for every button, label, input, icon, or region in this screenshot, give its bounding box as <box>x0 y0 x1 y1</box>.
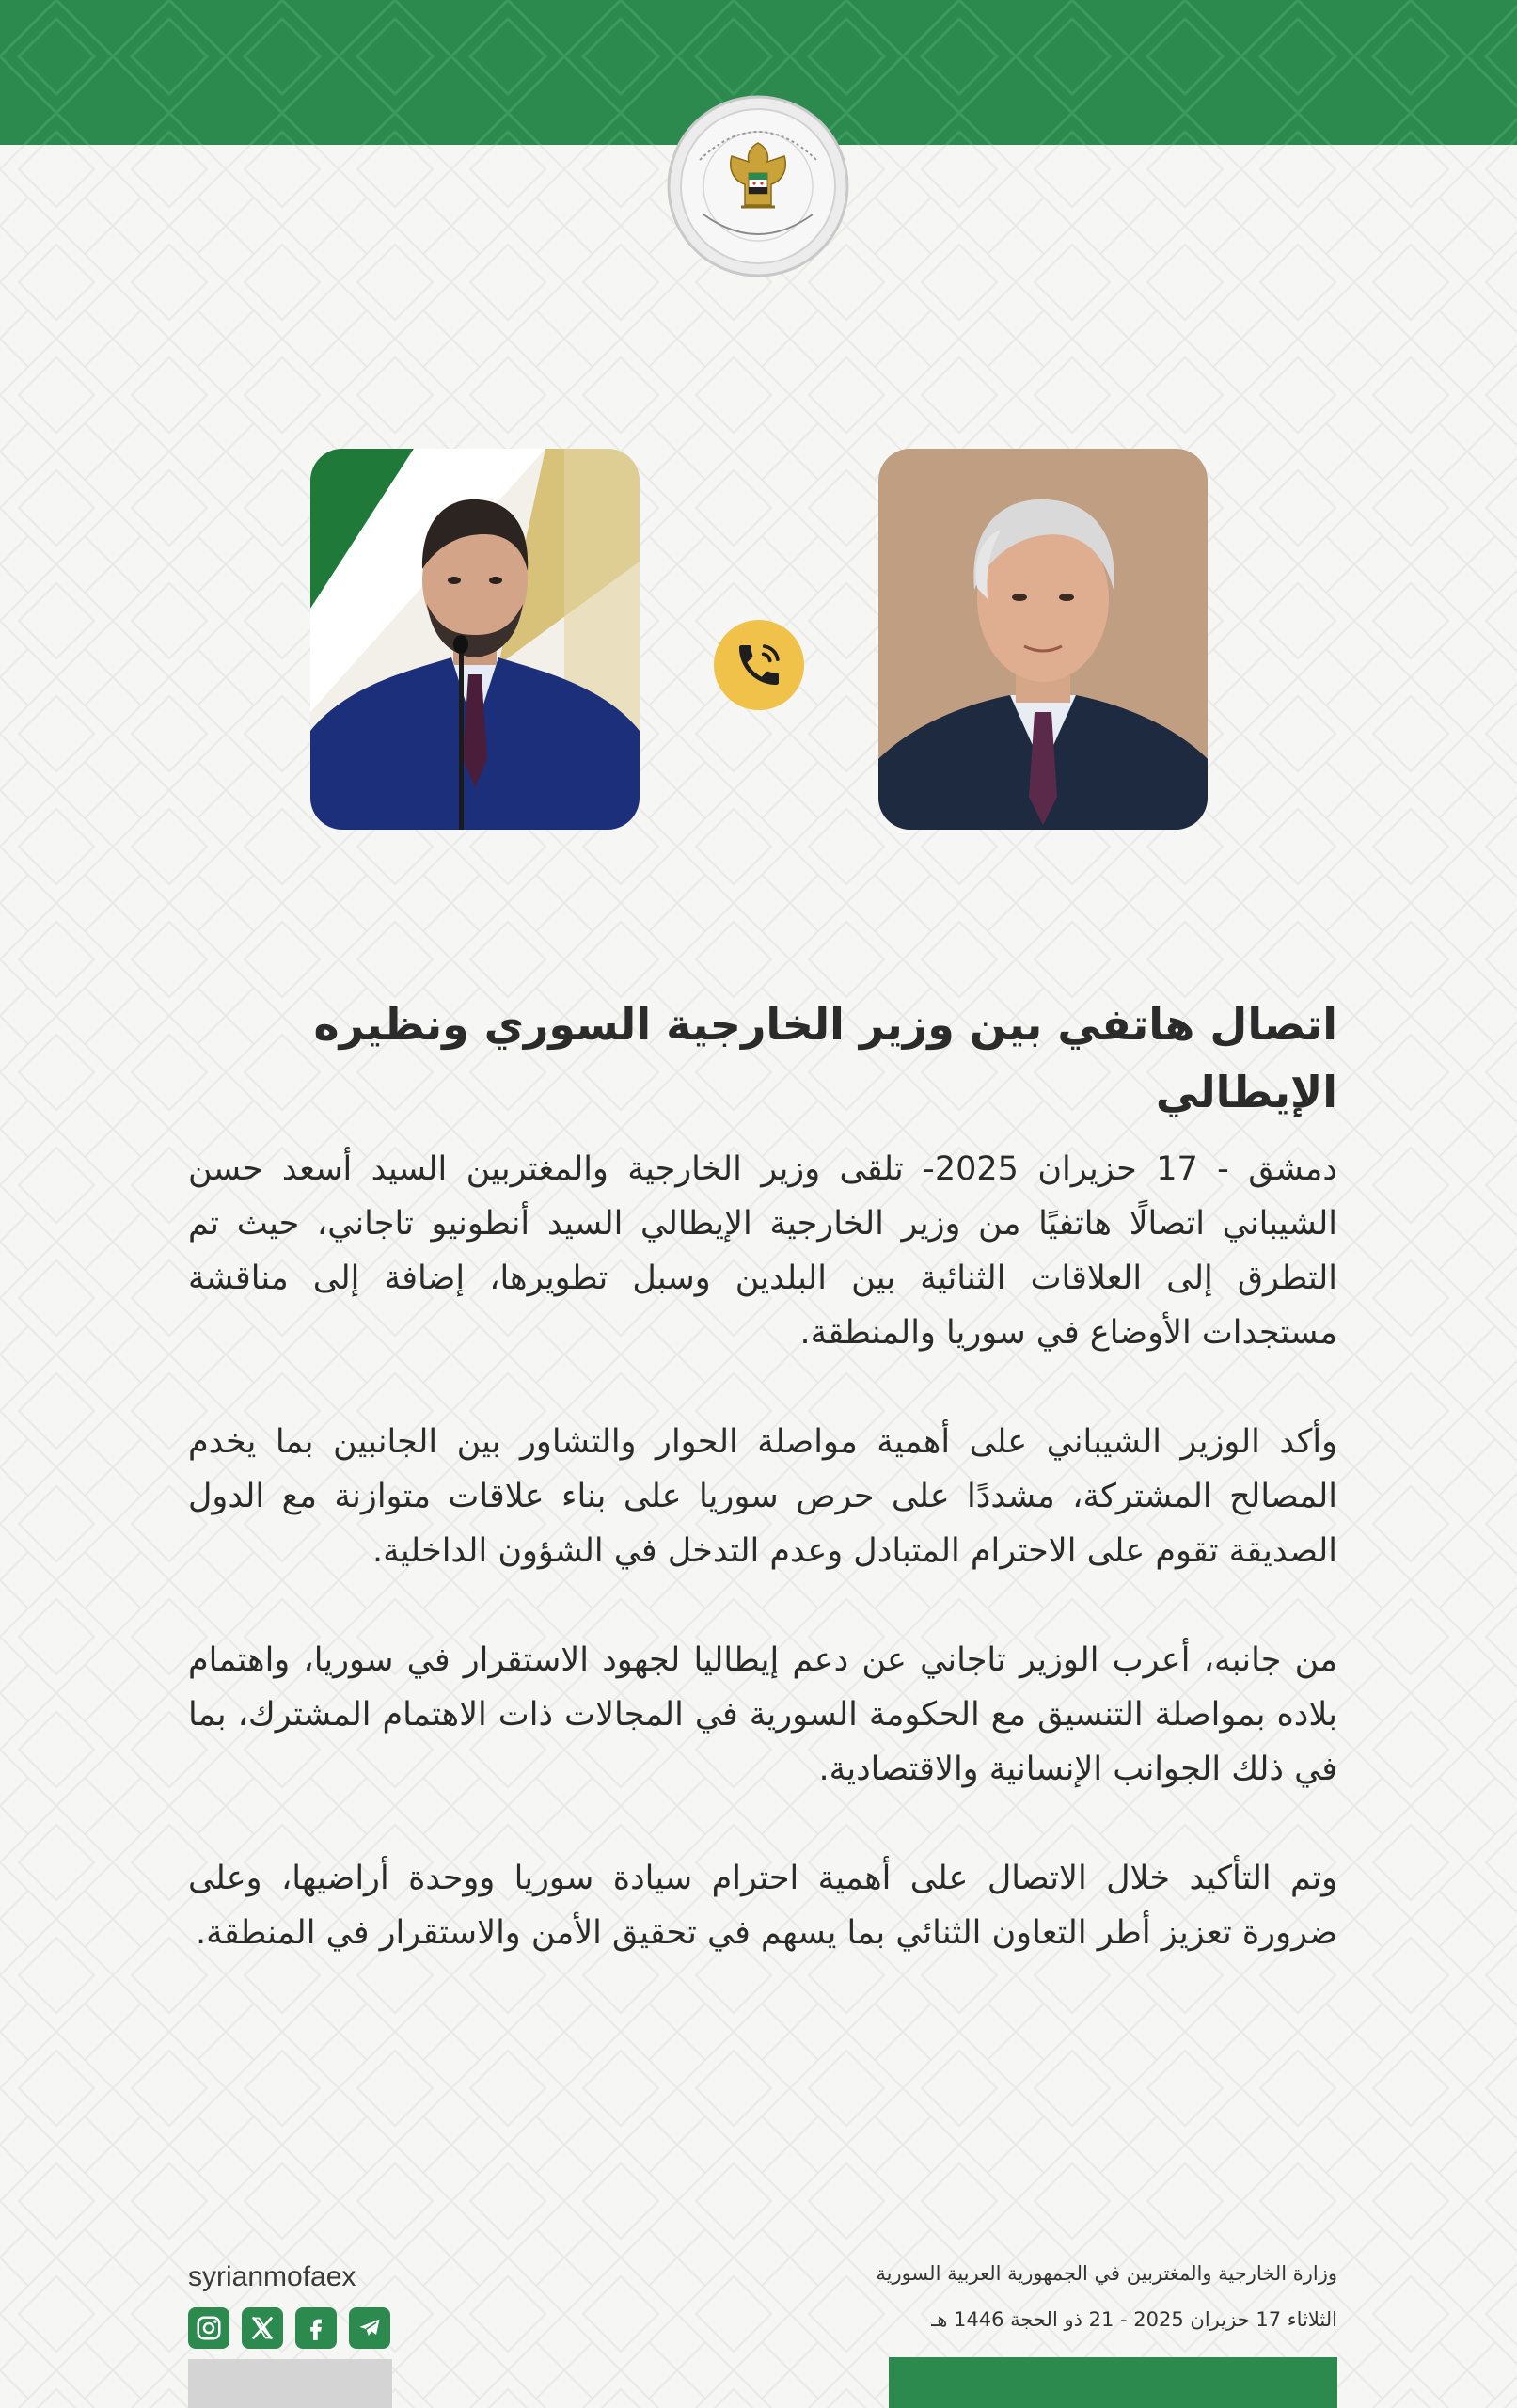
social-handle: syrianmofaex <box>188 2261 356 2292</box>
article-paragraph: دمشق - 17 حزيران 2025- تلقى وزير الخارجية والمغتربين السيد أسعد حسن الشيباني اتصالًا هاتفيًا من وزير الخارجية الإيطالي السيد أنطونيو تاجاني، حيث تم التطرق إلى العلاقات الثنائية بين البلدين وسبل تطويرها، إضافة إلى مناقشة مستجدات الأوضاع في سوريا والمنطقة. <box>188 1150 1337 1352</box>
facebook-icon[interactable] <box>295 2307 337 2349</box>
ministry-name: وزارة الخارجية والمغتربين في الجمهورية العربية السورية <box>876 2262 1337 2285</box>
article-paragraph: وتم التأكيد خلال الاتصال على أهمية احترام سيادة سوريا ووحدة أراضيها، وعلى ضرورة تعزيز أطر التعاون الثنائي بما يسهم في تحقيق الأمن والاستقرار في المنطقة. <box>188 1860 1337 1952</box>
x-icon[interactable] <box>242 2307 283 2349</box>
social-links <box>188 2307 390 2349</box>
portrait-syrian-minister <box>310 449 640 830</box>
article-paragraph: من جانبه، أعرب الوزير تاجاني عن دعم إيطاليا لجهود الاستقرار في سوريا، واهتمام بلاده بمواصلة التنسيق مع الحكومة السورية في المجالات ذات الاهتمام المشترك، بما في ذلك الجوانب الإنسانية والاقتصادية. <box>188 1641 1337 1788</box>
article-paragraph: وأكد الوزير الشيباني على أهمية مواصلة الحوار والتشاور بين الجانبين بما يخدم المصالح المشتركة، مشددًا على حرص سوريا على بناء علاقات متوازنة مع الدول الصديقة تقوم على الاحترام المتبادل وعدم التدخل في الشؤون الداخلية. <box>188 1423 1337 1570</box>
phone-call-icon <box>714 620 804 710</box>
publication-date: الثلاثاء 17 حزيران 2025 - 21 ذو الحجة 1446 هـ <box>931 2308 1337 2331</box>
article-title: اتصال هاتفي بين وزير الخارجية السوري ونظيره الإيطالي <box>313 998 1337 1117</box>
telegram-icon[interactable] <box>349 2307 390 2349</box>
article-body <box>188 1142 1337 2015</box>
footer-grey-block <box>188 2359 392 2408</box>
portrait-italian-minister <box>878 449 1208 830</box>
footer-green-block <box>889 2357 1337 2408</box>
instagram-icon[interactable] <box>188 2307 229 2349</box>
ministry-seal-logo <box>666 94 850 278</box>
